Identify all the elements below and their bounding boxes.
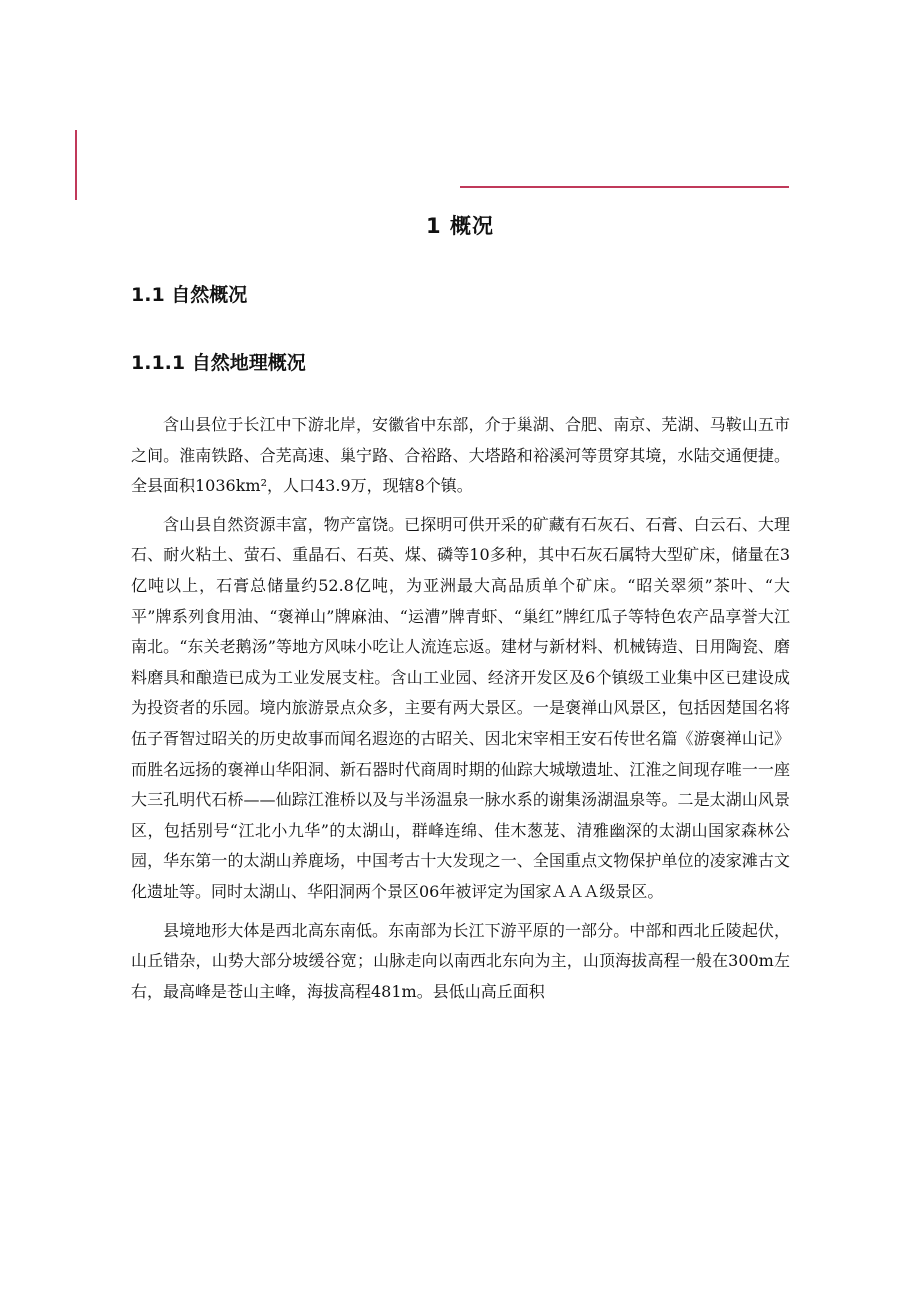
paragraph: 含山县自然资源丰富，物产富饶。已探明可供开采的矿藏有石灰石、石膏、白云石、大理石、耐火粘土、萤石、重晶石、石英、煤、磷等10多种，其中石灰石属特大型矿床，储量在3亿吨以上，石膏总储量约52.8亿吨，为亚洲最大高品质单个矿床。“昭关翠须”茶叶、“大平”牌系列食用油、“褒禅山”牌麻油、“运漕”牌青虾、“巢红”牌红瓜子等特色农产品享誉大江南北。“东关老鹅汤”等地方风味小吃让人流连忘返。建材与新材料、机械铸造、日用陶瓷、磨料磨具和酿造已成为工业发展支柱。含山工业园、经济开发区及6个镇级工业集中区已建设成为投资者的乐园。境内旅游景点众多，主要有两大景区。一是褒禅山风景区，包括因楚国名将伍子胥智过昭关的历史故事而闻名遐迩的古昭关、因北宋宰相王安石传世名篇《游褒禅山记》而胜名远扬的褒禅山华阳洞、新石器时代商周时期的仙踪大城墩遗址、江淮之间现存唯一一座大三孔明代石桥——仙踪江淮桥以及与半汤温泉一脉水系的谢集汤湖温泉等。二是太湖山风景区，包括别号“江北小九华”的太湖山，群峰连绵、佳木葱茏、清雅幽深的太湖山国家森林公园，华东第一的太湖山养鹿场，中国考古十大发现之一、全国重点文物保护单位的凌家滩古文化遗址等。同时太湖山、华阳洞两个景区06年被评定为国家ＡＡＡ级景区。 — [131, 514, 790, 901]
paragraph: 县境地形大体是西北高东南低。东南部为长江下游平原的一部分。中部和西北丘陵起伏，山丘错杂，山势大部分坡缓谷宽；山脉走向以南西北东向为主，山顶海拔高程一般在300m左右，最高峰是苍山主峰，海拔高程481m。县低山高丘面积 — [131, 920, 790, 1001]
header-rule — [460, 186, 789, 188]
paragraph: 含山县位于长江中下游北岸，安徽省中东部，介于巢湖、合肥、南京、芜湖、马鞍山五市之间。淮南铁路、合芜高速、巢宁路、合裕路、大塔路和裕溪河等贯穿其境，水陆交通便捷。全县面积1036km²，人口43.9万，现辖8个镇。 — [131, 415, 790, 496]
subsection-title: 1.1.1 自然地理概况 — [131, 352, 306, 374]
left-margin-rule — [75, 130, 77, 200]
body-text — [131, 410, 790, 1015]
section-title: 1.1 自然概况 — [131, 284, 248, 306]
chapter-title: 1 概况 — [426, 214, 494, 238]
